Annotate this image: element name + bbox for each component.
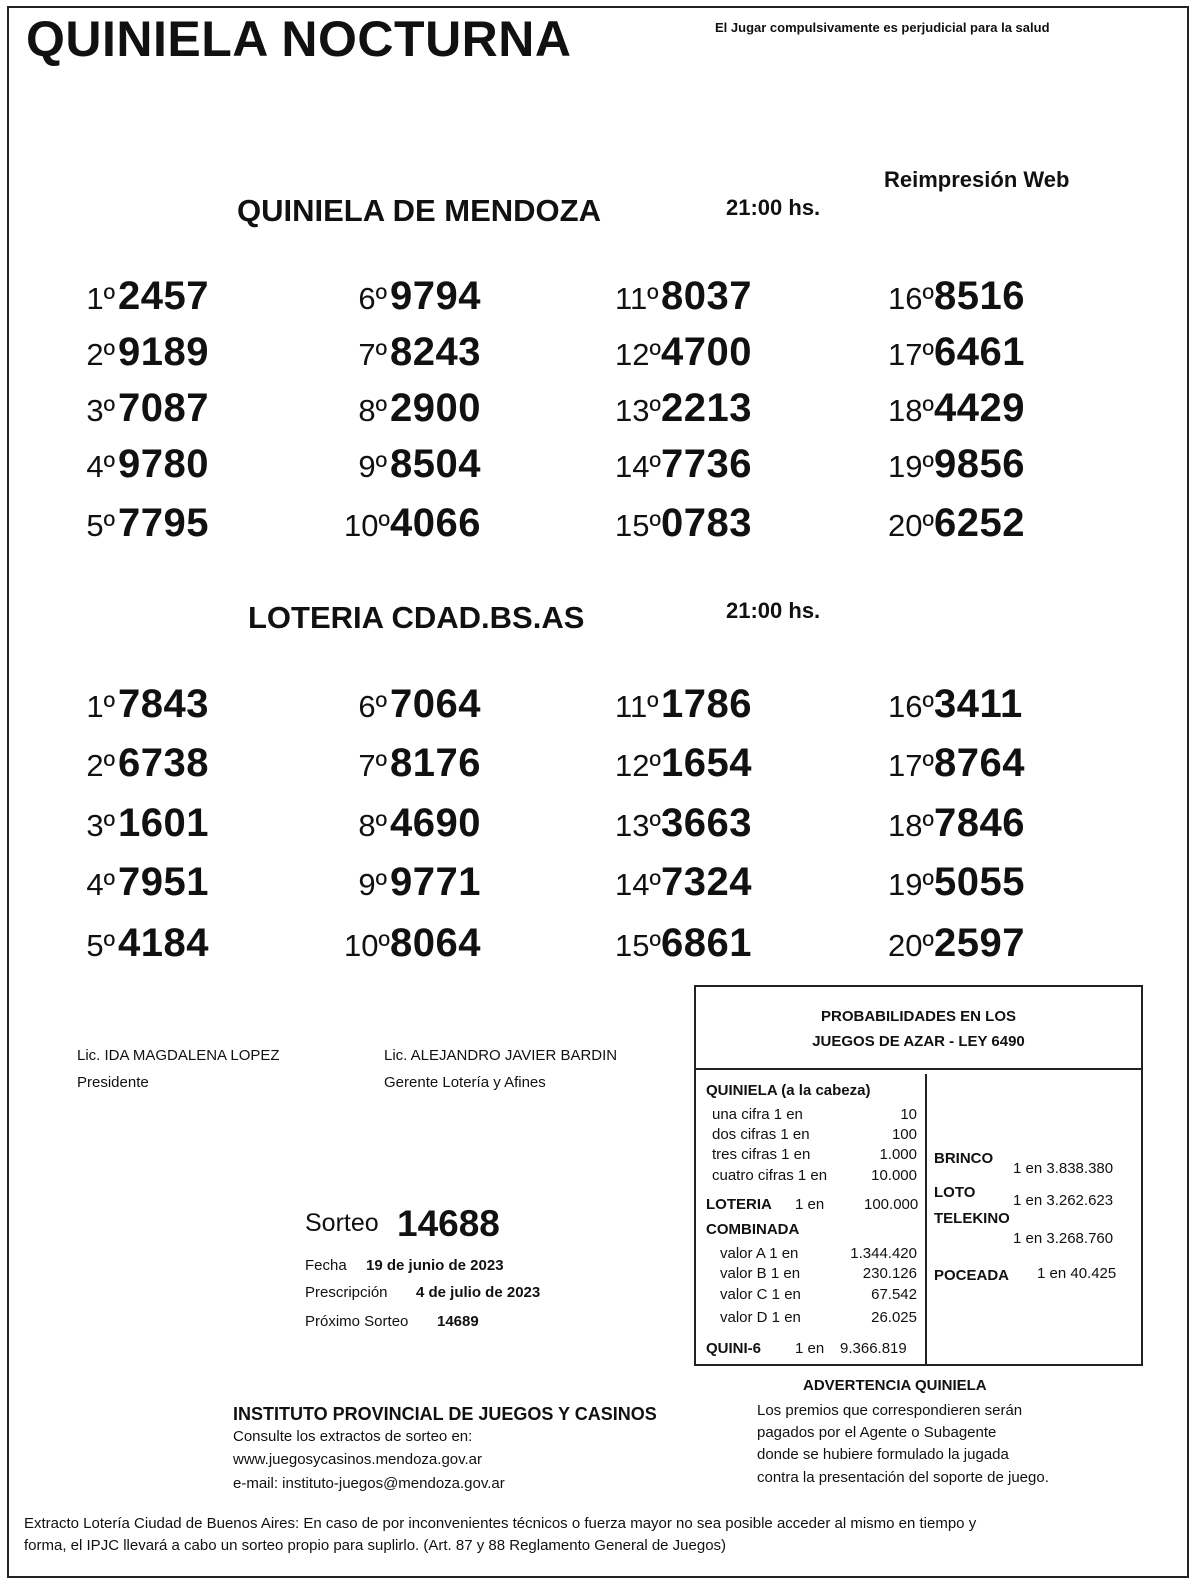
result-number: 7736 <box>661 442 752 486</box>
advertencia-line: pagados por el Agente o Subagente <box>757 1424 997 1441</box>
result-number: 7951 <box>118 860 209 904</box>
loto-prob-label: LOTO <box>934 1184 976 1201</box>
loteria-prob-value: 100.000 <box>864 1196 919 1213</box>
result-position: 7º <box>358 748 387 783</box>
result-entry <box>344 682 481 727</box>
result-number: 7064 <box>390 682 481 726</box>
advertencia-line: Los premios que correspondieren serán <box>757 1402 1023 1419</box>
probabilities-title-line1: PROBABILIDADES EN LOS <box>820 1008 1016 1025</box>
result-entry <box>344 860 481 905</box>
result-entry <box>72 274 209 319</box>
result-position: 10º <box>344 508 390 543</box>
result-position: 5º <box>86 508 115 543</box>
result-number: 7795 <box>118 501 209 545</box>
result-position: 18º <box>888 393 934 428</box>
result-number: 0783 <box>661 501 752 545</box>
probabilities-column-divider <box>925 1074 927 1364</box>
result-entry <box>888 741 1025 786</box>
result-number: 9780 <box>118 442 209 486</box>
result-entry <box>615 274 752 319</box>
result-entry <box>888 921 1025 966</box>
result-entry <box>615 501 752 546</box>
combinada-prob-value: 26.025 <box>871 1309 917 1326</box>
result-position: 10º <box>344 928 390 963</box>
institute-consult-line: Consulte los extractos de sorteo en: <box>233 1428 473 1445</box>
result-entry <box>615 442 752 487</box>
signature-left-name: Lic. IDA MAGDALENA LOPEZ <box>77 1047 280 1064</box>
result-number: 8176 <box>390 741 481 785</box>
result-entry <box>615 860 752 905</box>
result-position: 9º <box>358 449 387 484</box>
sorteo-number: 14688 <box>397 1203 500 1244</box>
poceada-prob-label: POCEADA <box>934 1267 1010 1284</box>
result-position: 7º <box>358 337 387 372</box>
result-number: 4066 <box>390 501 481 545</box>
result-entry <box>72 330 209 375</box>
quiniela-prob-value: 1.000 <box>879 1146 917 1163</box>
result-position: 13º <box>615 808 661 843</box>
result-number: 9189 <box>118 330 209 374</box>
result-position: 3º <box>86 393 115 428</box>
result-entry <box>344 330 481 375</box>
page-title: QUINIELA NOCTURNA <box>26 11 572 67</box>
telekino-prob-value: 1 en 3.268.760 <box>1013 1230 1114 1247</box>
quiniela-prob-value: 10 <box>900 1106 917 1123</box>
footer-line-1: Extracto Lotería Ciudad de Buenos Aires: En caso de por inconvenientes técnicos o fuerza mayor no sea posible acceder al mismo en tiempo y <box>24 1515 977 1532</box>
prescripcion-label: Prescripción <box>305 1284 388 1301</box>
result-number: 8243 <box>390 330 481 374</box>
result-entry <box>615 386 752 431</box>
result-number: 7324 <box>661 860 752 904</box>
result-entry <box>72 442 209 487</box>
result-entry <box>888 860 1025 905</box>
result-position: 8º <box>358 393 387 428</box>
telekino-prob-label: TELEKINO <box>934 1210 1010 1227</box>
signature-left-role: Presidente <box>77 1074 149 1091</box>
combinada-prob-value: 67.542 <box>871 1286 917 1303</box>
quiniela-prob-label: tres cifras 1 en <box>712 1146 811 1163</box>
quiniela-prob-value: 100 <box>891 1126 917 1143</box>
combinada-prob-label: valor D 1 en <box>720 1309 801 1326</box>
result-position: 16º <box>888 281 934 316</box>
result-number: 2597 <box>934 921 1025 965</box>
result-position: 17º <box>888 748 934 783</box>
result-position: 11º <box>615 689 659 724</box>
bsas-section-title: LOTERIA CDAD.BS.AS <box>248 600 585 635</box>
result-entry <box>888 274 1025 319</box>
signature-right-role: Gerente Lotería y Afines <box>384 1074 546 1091</box>
brinco-prob-value: 1 en 3.838.380 <box>1013 1160 1114 1177</box>
result-number: 8764 <box>934 741 1025 785</box>
result-position: 1º <box>86 689 115 724</box>
probabilities-header-divider <box>694 1068 1143 1070</box>
bsas-section-time: 21:00 hs. <box>726 598 821 623</box>
result-position: 6º <box>358 689 387 724</box>
result-entry <box>888 501 1025 546</box>
proximo-sorteo-value: 14689 <box>437 1313 479 1330</box>
fecha-value: 19 de junio de 2023 <box>366 1257 504 1274</box>
result-number: 9856 <box>934 442 1025 486</box>
result-position: 15º <box>615 928 661 963</box>
result-entry <box>344 921 481 966</box>
result-position: 12º <box>615 337 661 372</box>
combinada-prob-label: valor A 1 en <box>720 1245 799 1262</box>
result-entry <box>615 741 752 786</box>
result-position: 16º <box>888 689 934 724</box>
advertencia-title: ADVERTENCIA QUINIELA <box>803 1377 987 1394</box>
result-entry <box>344 501 481 546</box>
result-number: 7846 <box>934 801 1025 845</box>
result-number: 7087 <box>118 386 209 430</box>
result-number: 4690 <box>390 801 481 845</box>
quiniela-prob-label: una cifra 1 en <box>712 1106 803 1123</box>
result-number: 6738 <box>118 741 209 785</box>
signature-right-name: Lic. ALEJANDRO JAVIER BARDIN <box>384 1047 618 1064</box>
result-entry <box>344 386 481 431</box>
result-number: 8037 <box>661 274 752 318</box>
result-entry <box>888 386 1025 431</box>
result-position: 15º <box>615 508 661 543</box>
result-position: 17º <box>888 337 934 372</box>
combinada-prob-value: 230.126 <box>862 1265 917 1282</box>
result-number: 3411 <box>934 682 1023 726</box>
quini6-prob-mid: 1 en <box>795 1340 825 1357</box>
result-entry <box>344 442 481 487</box>
poceada-prob-value: 1 en 40.425 <box>1037 1265 1117 1282</box>
combinada-prob-value: 1.344.420 <box>850 1245 917 1262</box>
institute-title: INSTITUTO PROVINCIAL DE JUEGOS Y CASINOS <box>233 1404 657 1424</box>
result-number: 9771 <box>390 860 481 904</box>
loteria-prob-mid: 1 en <box>795 1196 825 1213</box>
result-position: 14º <box>615 449 661 484</box>
proximo-sorteo-label: Próximo Sorteo <box>305 1313 409 1330</box>
result-position: 19º <box>888 867 934 902</box>
result-entry <box>344 741 481 786</box>
result-entry <box>888 682 1023 727</box>
result-entry <box>72 921 209 966</box>
result-number: 4700 <box>661 330 752 374</box>
advertencia-line: contra la presentación del soporte de juego. <box>757 1469 1049 1486</box>
result-position: 3º <box>86 808 115 843</box>
result-position: 5º <box>86 928 115 963</box>
quiniela-prob-label: cuatro cifras 1 en <box>712 1167 828 1184</box>
result-entry <box>888 330 1025 375</box>
institute-website: www.juegosycasinos.mendoza.gov.ar <box>233 1451 483 1468</box>
result-position: 6º <box>358 281 387 316</box>
result-position: 20º <box>888 928 934 963</box>
result-position: 14º <box>615 867 661 902</box>
combinada-prob-title: COMBINADA <box>706 1221 800 1238</box>
result-number: 6861 <box>661 921 752 965</box>
quiniela-prob-value: 10.000 <box>871 1167 917 1184</box>
result-number: 2213 <box>661 386 752 430</box>
result-position: 2º <box>86 748 115 783</box>
result-position: 2º <box>86 337 115 372</box>
result-entry <box>888 801 1025 846</box>
reprint-label: Reimpresión Web <box>884 167 1070 192</box>
result-entry <box>615 801 752 846</box>
sorteo-label: Sorteo <box>305 1209 379 1237</box>
result-number: 8064 <box>390 921 481 965</box>
result-entry <box>72 501 209 546</box>
result-number: 1654 <box>661 741 752 785</box>
loteria-prob-label: LOTERIA <box>706 1196 772 1213</box>
result-entry <box>72 682 209 727</box>
result-position: 20º <box>888 508 934 543</box>
result-entry <box>72 386 209 431</box>
quini6-prob-value: 9.366.819 <box>840 1340 907 1357</box>
result-entry <box>888 442 1025 487</box>
result-position: 4º <box>86 449 115 484</box>
combinada-prob-label: valor C 1 en <box>720 1286 801 1303</box>
result-position: 4º <box>86 867 115 902</box>
combinada-prob-label: valor B 1 en <box>720 1265 801 1282</box>
quiniela-prob-label: dos cifras 1 en <box>712 1126 810 1143</box>
result-number: 7843 <box>118 682 209 726</box>
result-number: 1601 <box>118 801 209 845</box>
result-position: 13º <box>615 393 661 428</box>
result-number: 1786 <box>661 682 752 726</box>
result-entry <box>72 801 209 846</box>
result-number: 2900 <box>390 386 481 430</box>
probabilities-title-line2: JUEGOS DE AZAR - LEY 6490 <box>812 1033 1025 1050</box>
result-number: 3663 <box>661 801 752 845</box>
fecha-label: Fecha <box>305 1257 347 1274</box>
result-number: 9794 <box>390 274 481 318</box>
result-position: 9º <box>358 867 387 902</box>
result-entry <box>72 741 209 786</box>
result-position: 18º <box>888 808 934 843</box>
brinco-prob-label: BRINCO <box>934 1150 994 1167</box>
result-position: 1º <box>86 281 115 316</box>
result-position: 12º <box>615 748 661 783</box>
advertencia-line: donde se hubiere formulado la jugada <box>757 1446 1009 1463</box>
prescripcion-value: 4 de julio de 2023 <box>416 1284 541 1301</box>
result-number: 4184 <box>118 921 209 965</box>
footer-line-2: forma, el IPJC llevará a cabo un sorteo propio para suplirlo. (Art. 87 y 88 Reglamento General de Juegos) <box>24 1537 727 1554</box>
result-entry <box>344 274 481 319</box>
quiniela-prob-title: QUINIELA (a la cabeza) <box>706 1082 871 1099</box>
loto-prob-value: 1 en 3.262.623 <box>1013 1192 1114 1209</box>
result-entry <box>344 801 481 846</box>
result-position: 11º <box>615 281 659 316</box>
result-number: 4429 <box>934 386 1025 430</box>
result-position: 19º <box>888 449 934 484</box>
result-number: 6252 <box>934 501 1025 545</box>
mendoza-section-title: QUINIELA DE MENDOZA <box>237 193 601 228</box>
result-entry <box>615 330 752 375</box>
result-number: 2457 <box>118 274 209 318</box>
result-entry <box>72 860 209 905</box>
result-number: 8516 <box>934 274 1025 318</box>
result-position: 8º <box>358 808 387 843</box>
result-entry <box>615 682 752 727</box>
mendoza-section-time: 21:00 hs. <box>726 195 821 220</box>
result-entry <box>615 921 752 966</box>
result-number: 8504 <box>390 442 481 486</box>
health-warning: El Jugar compulsivamente es perjudicial para la salud <box>715 20 1050 35</box>
quini6-prob-label: QUINI-6 <box>706 1340 762 1357</box>
institute-email: e-mail: instituto-juegos@mendoza.gov.ar <box>233 1475 505 1492</box>
result-number: 5055 <box>934 860 1025 904</box>
result-number: 6461 <box>934 330 1025 374</box>
